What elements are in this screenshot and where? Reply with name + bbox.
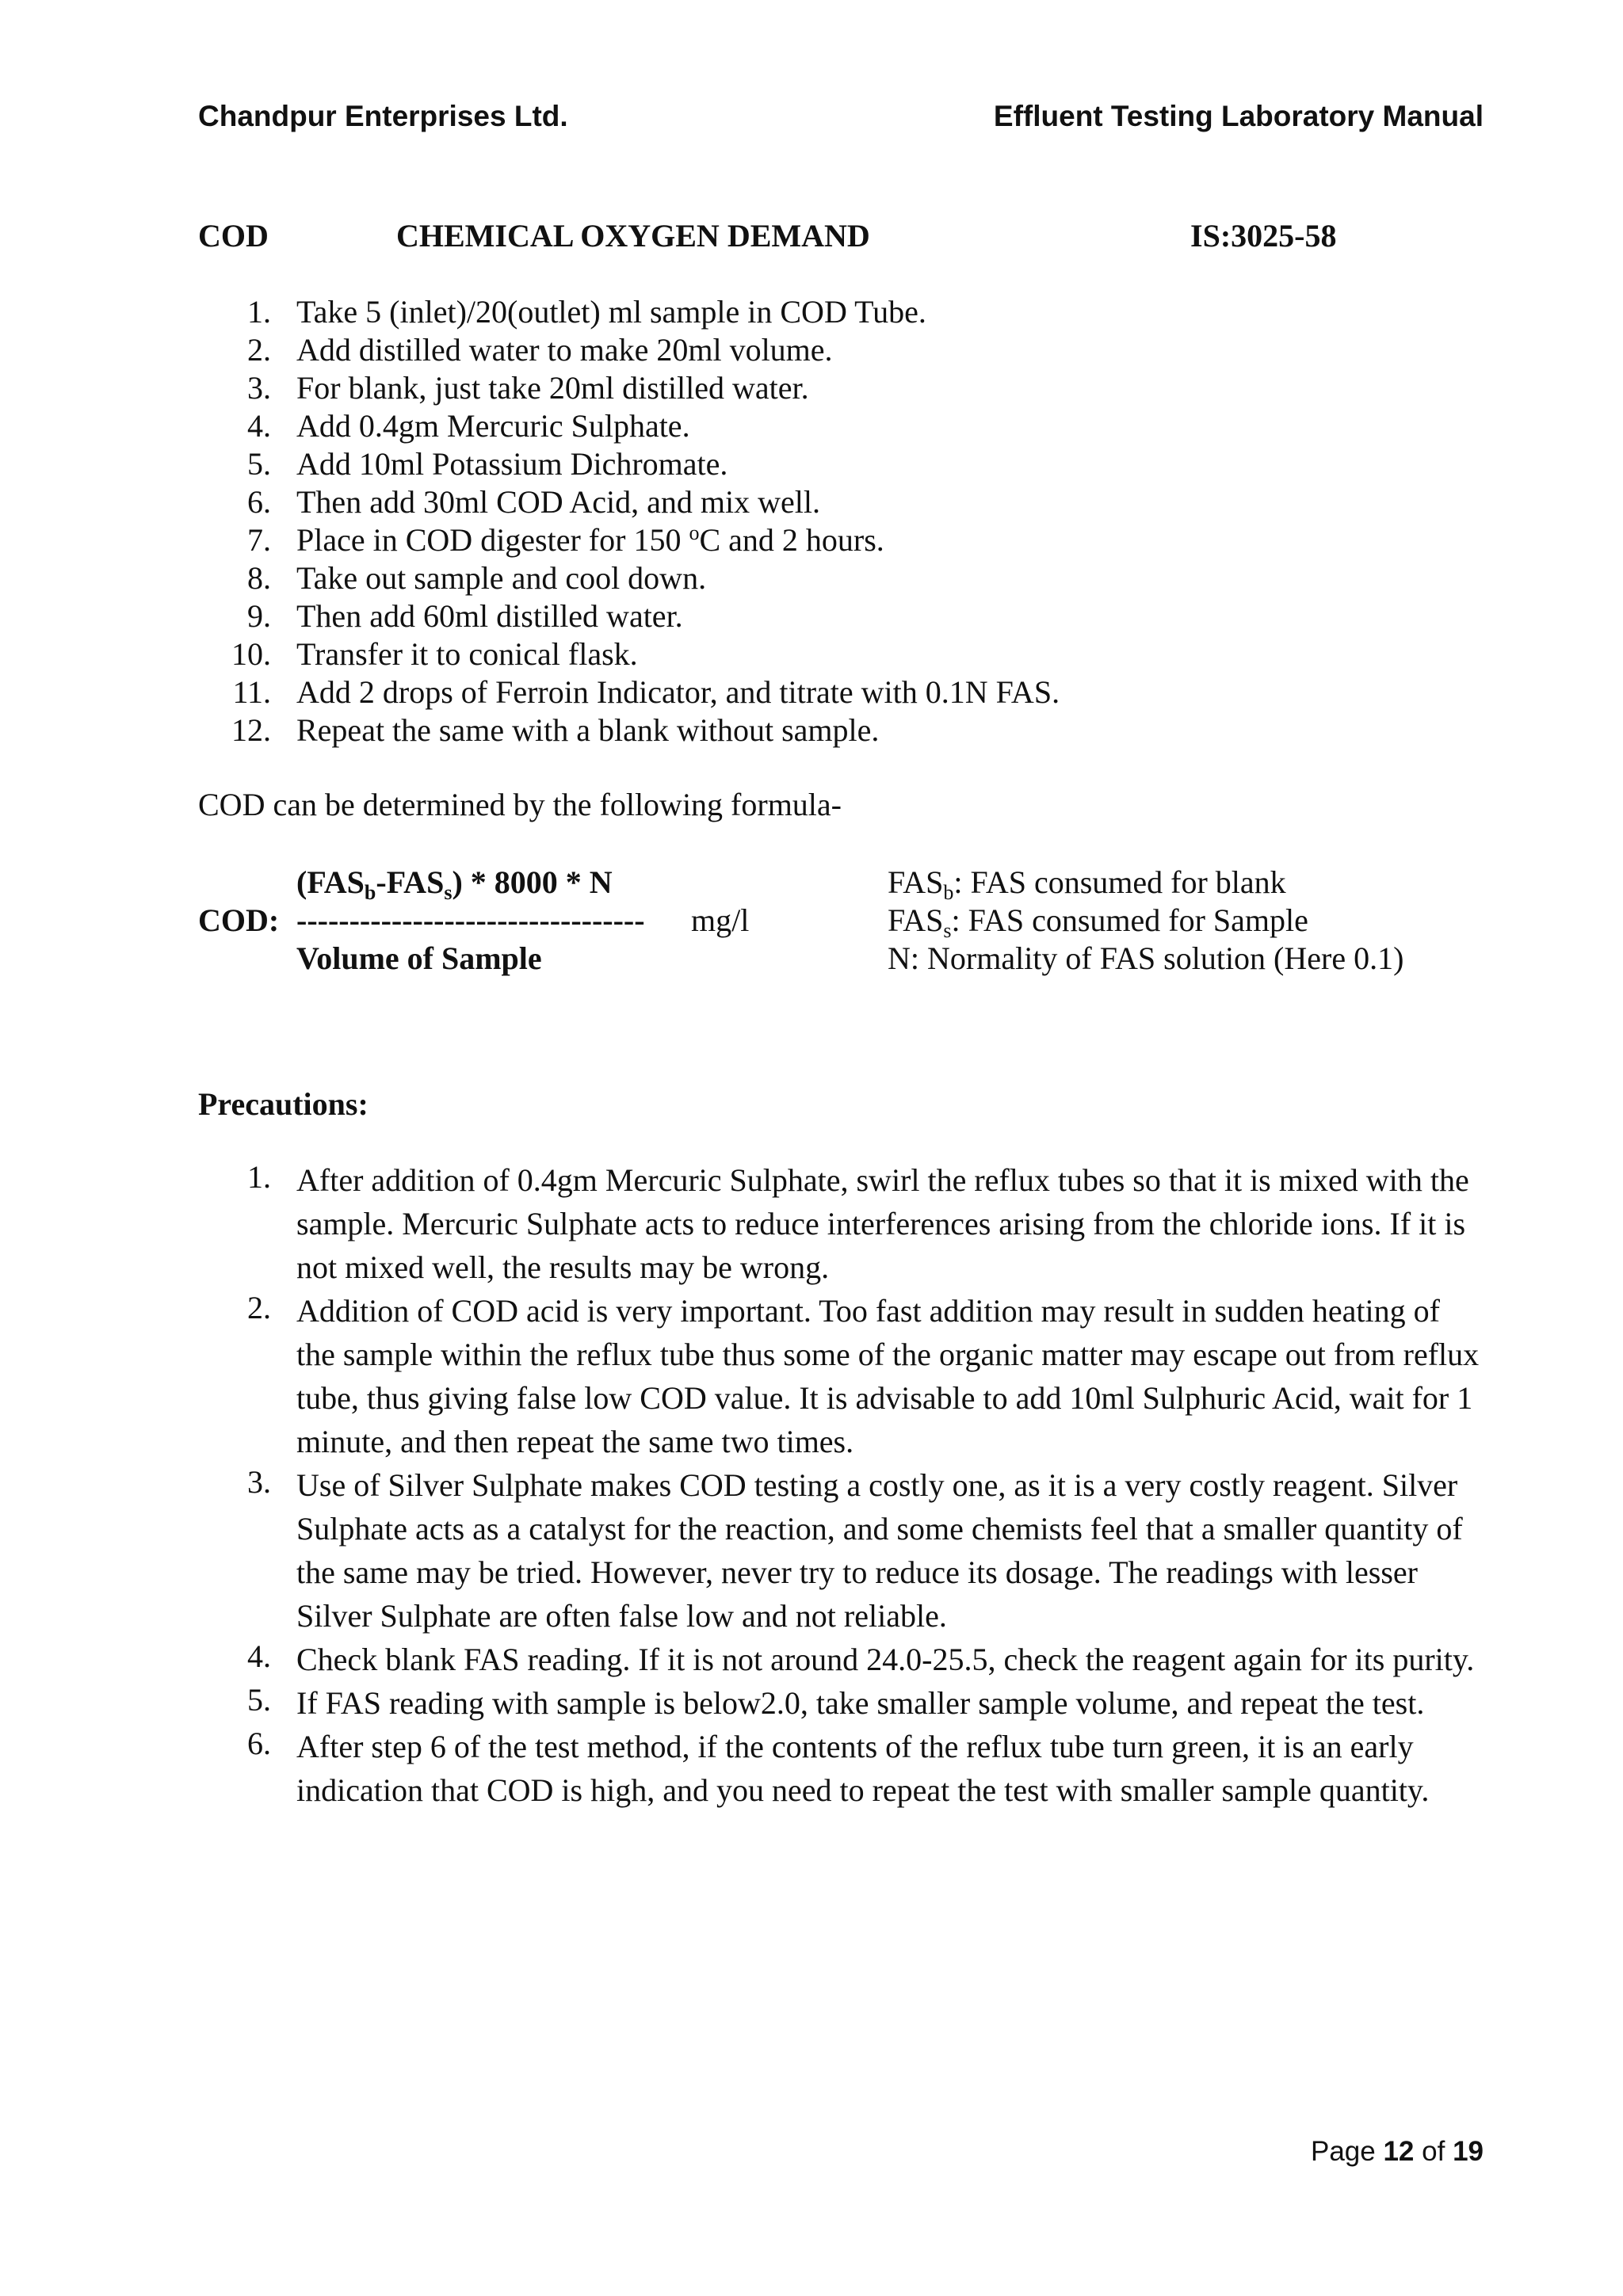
step-text: Repeat the same with a blank without sample. [296,712,880,748]
degree-superscript: o [689,521,700,544]
formula-fraction-bar: --------------------------------- [296,902,645,938]
precaution-number: 6. [247,1726,271,1761]
step-text: For blank, just take 20ml distilled water. [296,370,809,406]
numerator-part: ) * 8000 * N [452,864,613,900]
formula-label: COD: [198,902,280,938]
footer-page-total: 19 [1453,2136,1484,2167]
step-text [296,521,884,559]
step-number: 10. [231,636,271,672]
procedure-step [0,711,1623,749]
footer-page-word: Page [1310,2136,1376,2167]
formula-unit: mg/l [691,902,750,938]
step-text: Take 5 (inlet)/20(outlet) ml sample in COD Tube. [296,294,926,330]
numerator-part: -FAS [376,864,445,900]
legend-description: : Normality of FAS solution (Here 0.1) [910,940,1404,976]
formula-legend-item [888,940,1403,977]
test-abbreviation: COD [198,218,269,254]
procedure-step [0,369,1623,407]
precaution-item [0,1681,1623,1725]
precaution-item [0,1463,1623,1638]
test-name: CHEMICAL OXYGEN DEMAND [396,218,870,254]
precaution-text: If FAS reading with sample is below2.0, take smaller sample volume, and repeat the test. [296,1685,1425,1721]
step-number: 8. [247,560,271,596]
formula-intro: COD can be determined by the following formula- [198,787,842,822]
subscript-s: s [444,881,453,904]
precaution-number: 5. [247,1682,271,1718]
precautions-heading: Precautions: [198,1086,369,1122]
precautions-list [0,1158,1623,1812]
step-number: 9. [247,598,271,634]
legend-term: FAS [888,902,944,938]
precaution-item [0,1725,1623,1812]
step-text: Transfer it to conical flask. [296,636,638,672]
precaution-number: 1. [247,1159,271,1195]
step-number: 11. [232,674,271,710]
step-text-part: C and 2 hours. [699,522,884,558]
legend-description: : FAS consumed for blank [953,864,1286,900]
step-number: 3. [247,370,271,406]
procedure-step [0,293,1623,331]
step-text: Then add 60ml distilled water. [296,598,683,634]
formula-numerator [296,864,613,904]
step-number: 7. [247,522,271,558]
header-company: Chandpur Enterprises Ltd. [198,100,568,132]
precaution-text: Use of Silver Sulphate makes COD testing a costly one, as it is a very costly reagent. Silver Sulphate acts as a catalyst for the reaction, and some chemists feel that a smaller quantity of the same may be tried. However, never try to reduce its dosage. The readings with lesser Silver Sulphate are often false low and not reliable. [296,1467,1463,1634]
step-number: 12. [231,712,271,748]
step-text: Add 10ml Potassium Dichromate. [296,446,728,482]
header-manual-title: Effluent Testing Laboratory Manual [993,100,1484,132]
precaution-item [0,1638,1623,1681]
legend-term: N [888,940,911,976]
step-number: 4. [247,408,271,444]
procedure-step [0,331,1623,369]
procedure-step [0,597,1623,635]
footer-of-word: of [1422,2136,1445,2167]
procedure-step [0,635,1623,673]
step-number: 2. [247,332,271,368]
step-text: Then add 30ml COD Acid, and mix well. [296,484,821,520]
procedure-step [0,559,1623,597]
page-footer [1311,2136,1484,2168]
procedure-steps [0,293,1623,749]
precaution-item [0,1289,1623,1463]
step-text: Add distilled water to make 20ml volume. [296,332,833,368]
step-text: Take out sample and cool down. [296,560,707,596]
procedure-step [0,483,1623,521]
footer-page-number: 12 [1383,2136,1415,2167]
test-standard: IS:3025-58 [1190,218,1337,254]
procedure-step [0,673,1623,711]
precaution-number: 3. [247,1464,271,1500]
precaution-text: After addition of 0.4gm Mercuric Sulphate, swirl the reflux tubes so that it is mixed with the sample. Mercuric Sulphate acts to reduce interferences arising from the chloride ions. If it is not mixed well, the results may be wrong. [296,1162,1469,1285]
precaution-number: 2. [247,1290,271,1325]
precaution-text: Check blank FAS reading. If it is not around 24.0-25.5, check the reagent again for its purity. [296,1642,1475,1677]
step-text: Add 2 drops of Ferroin Indicator, and titrate with 0.1N FAS. [296,674,1060,710]
formula-legend-item [888,902,1308,942]
legend-subscript: b [943,881,954,904]
procedure-step [0,407,1623,445]
legend-description: : FAS consumed for Sample [951,902,1308,938]
formula-legend-item [888,864,1286,904]
precaution-item [0,1158,1623,1289]
precaution-text: After step 6 of the test method, if the contents of the reflux tube turn green, it is an early indication that COD is high, and you need to repeat the test with smaller sample quantity. [296,1729,1430,1808]
step-number: 6. [247,484,271,520]
procedure-step [0,445,1623,483]
precaution-number: 4. [247,1638,271,1674]
step-text-part: Place in COD digester for 150 [296,522,689,558]
formula-denominator: Volume of Sample [296,940,542,976]
step-number: 5. [247,446,271,482]
legend-term: FAS [888,864,944,900]
step-number: 1. [247,294,271,330]
procedure-step [0,521,1623,559]
subscript-b: b [364,881,376,904]
step-text: Add 0.4gm Mercuric Sulphate. [296,408,690,444]
numerator-part: (FAS [296,864,365,900]
precaution-text: Addition of COD acid is very important. Too fast addition may result in sudden heating of the sample within the reflux tube thus some of the organic matter may escape out from reflux tube, thus giving false low COD value. It is advisable to add 10ml Sulphuric Acid, wait for 1 minute, and then repeat the same two times. [296,1293,1480,1459]
legend-subscript: s [943,919,952,942]
